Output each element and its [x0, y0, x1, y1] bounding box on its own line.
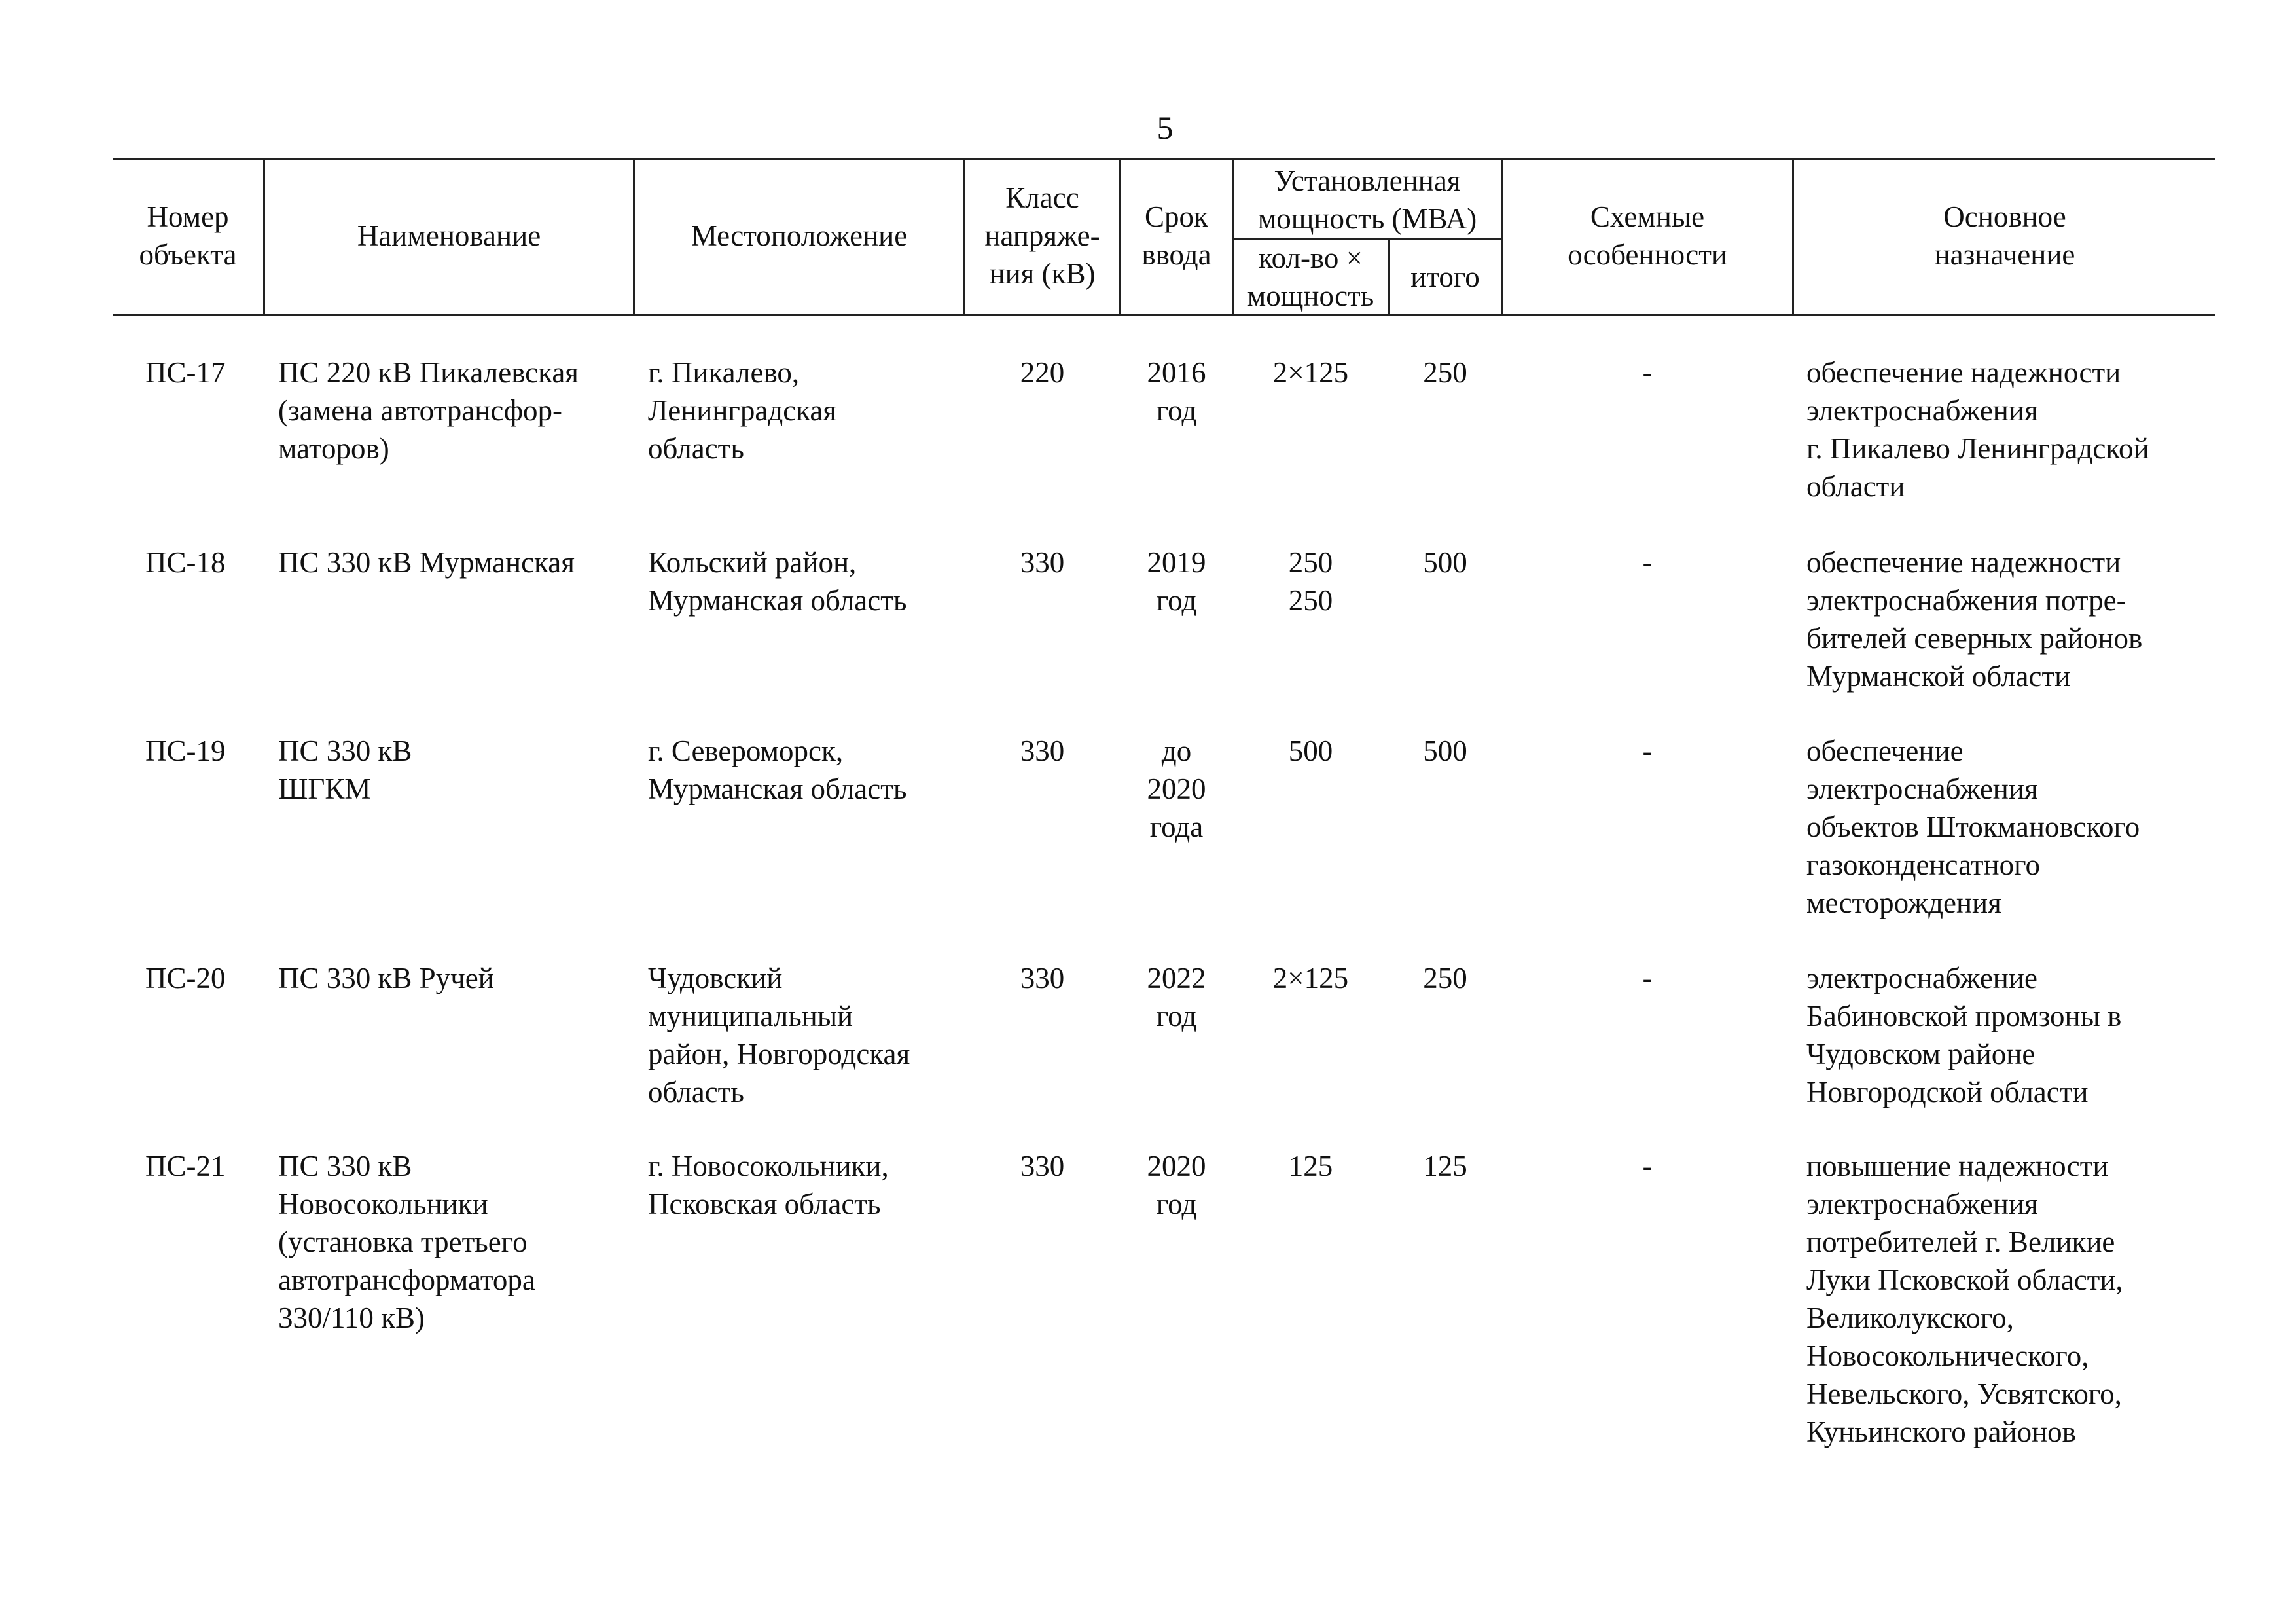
- row-scheme: -: [1642, 962, 1653, 994]
- row-scheme: -: [1642, 546, 1653, 579]
- row-voltage: 330: [1020, 546, 1065, 579]
- header-scheme: Схемные особенности: [1568, 200, 1727, 271]
- row-name: ПС 220 кВ Пикалевская (замена автотрансфор- маторов): [278, 356, 579, 465]
- header-power-total: итого: [1410, 261, 1480, 293]
- row-power-total: 250: [1423, 356, 1467, 389]
- row-power-total: 500: [1423, 546, 1467, 579]
- header-number: Номер объекта: [139, 200, 237, 271]
- row-power-total: 125: [1423, 1150, 1467, 1182]
- row-name: ПС 330 кВ Мурманская: [278, 546, 575, 579]
- row-location: г. Пикалево, Ленинградская область: [648, 356, 837, 465]
- row-number: ПС-18: [145, 546, 226, 579]
- row-name: ПС 330 кВ ШГКМ: [278, 735, 412, 805]
- row-number: ПС-17: [145, 356, 226, 389]
- row-term: 2022 год: [1147, 962, 1206, 1032]
- header-name: Наименование: [357, 219, 541, 252]
- row-name: ПС 330 кВ Новосокольники (установка третьего автотрансформатора 330/110 кВ): [278, 1150, 535, 1334]
- row-term: до 2020 года: [1147, 735, 1206, 843]
- row-power-total: 500: [1423, 735, 1467, 767]
- row-purpose: обеспечение надежности электроснабжения г. Пикалево Ленинградской области: [1806, 356, 2149, 503]
- header-location: Местоположение: [691, 219, 908, 252]
- table-top-rule: [113, 158, 2215, 160]
- row-power-count: 2×125: [1272, 356, 1349, 389]
- row-term: 2020 год: [1147, 1150, 1206, 1220]
- row-power-count: 250 250: [1288, 546, 1333, 617]
- row-power-count: 125: [1288, 1150, 1333, 1182]
- row-term: 2016 год: [1147, 356, 1206, 427]
- header-power: Установленная мощность (МВА): [1257, 164, 1477, 235]
- row-voltage: 330: [1020, 962, 1065, 994]
- row-location: г. Новосокольники, Псковская область: [648, 1150, 889, 1220]
- row-voltage: 220: [1020, 356, 1065, 389]
- row-number: ПС-19: [145, 735, 226, 767]
- row-location: г. Североморск, Мурманская область: [648, 735, 907, 805]
- header-bottom-rule: [113, 314, 2215, 316]
- header-power-count: кол-во × мощность: [1247, 242, 1374, 312]
- row-power-count: 2×125: [1272, 962, 1349, 994]
- row-scheme: -: [1642, 735, 1653, 767]
- header-voltage: Класс напряже- ния (кВ): [984, 181, 1100, 290]
- row-location: Чудовский муниципальный район, Новгородская область: [648, 962, 910, 1108]
- row-purpose: повышение надежности электроснабжения потребителей г. Великие Луки Псковской области, Великолукского, Новосокольнического, Невельского, Усвятского, Куньинского районов: [1806, 1150, 2123, 1448]
- row-number: ПС-21: [145, 1150, 226, 1182]
- row-location: Кольский район, Мурманская область: [648, 546, 907, 617]
- row-voltage: 330: [1020, 1150, 1065, 1182]
- row-voltage: 330: [1020, 735, 1065, 767]
- header-term: Срок ввода: [1141, 200, 1211, 271]
- row-scheme: -: [1642, 356, 1653, 389]
- row-purpose: обеспечение электроснабжения объектов Штокмановского газоконденсатного месторождения: [1806, 735, 2140, 919]
- row-scheme: -: [1642, 1150, 1653, 1182]
- header-purpose: Основное назначение: [1934, 200, 2075, 271]
- row-power-count: 500: [1288, 735, 1333, 767]
- row-power-total: 250: [1423, 962, 1467, 994]
- row-number: ПС-20: [145, 962, 226, 994]
- row-purpose: электроснабжение Бабиновской промзоны в Чудовском районе Новгородской области: [1806, 962, 2122, 1108]
- row-term: 2019 год: [1147, 546, 1206, 617]
- page-number: 5: [1157, 109, 1174, 146]
- row-purpose: обеспечение надежности электроснабжения потре- бителей северных районов Мурманской области: [1806, 546, 2143, 693]
- row-name: ПС 330 кВ Ручей: [278, 962, 494, 994]
